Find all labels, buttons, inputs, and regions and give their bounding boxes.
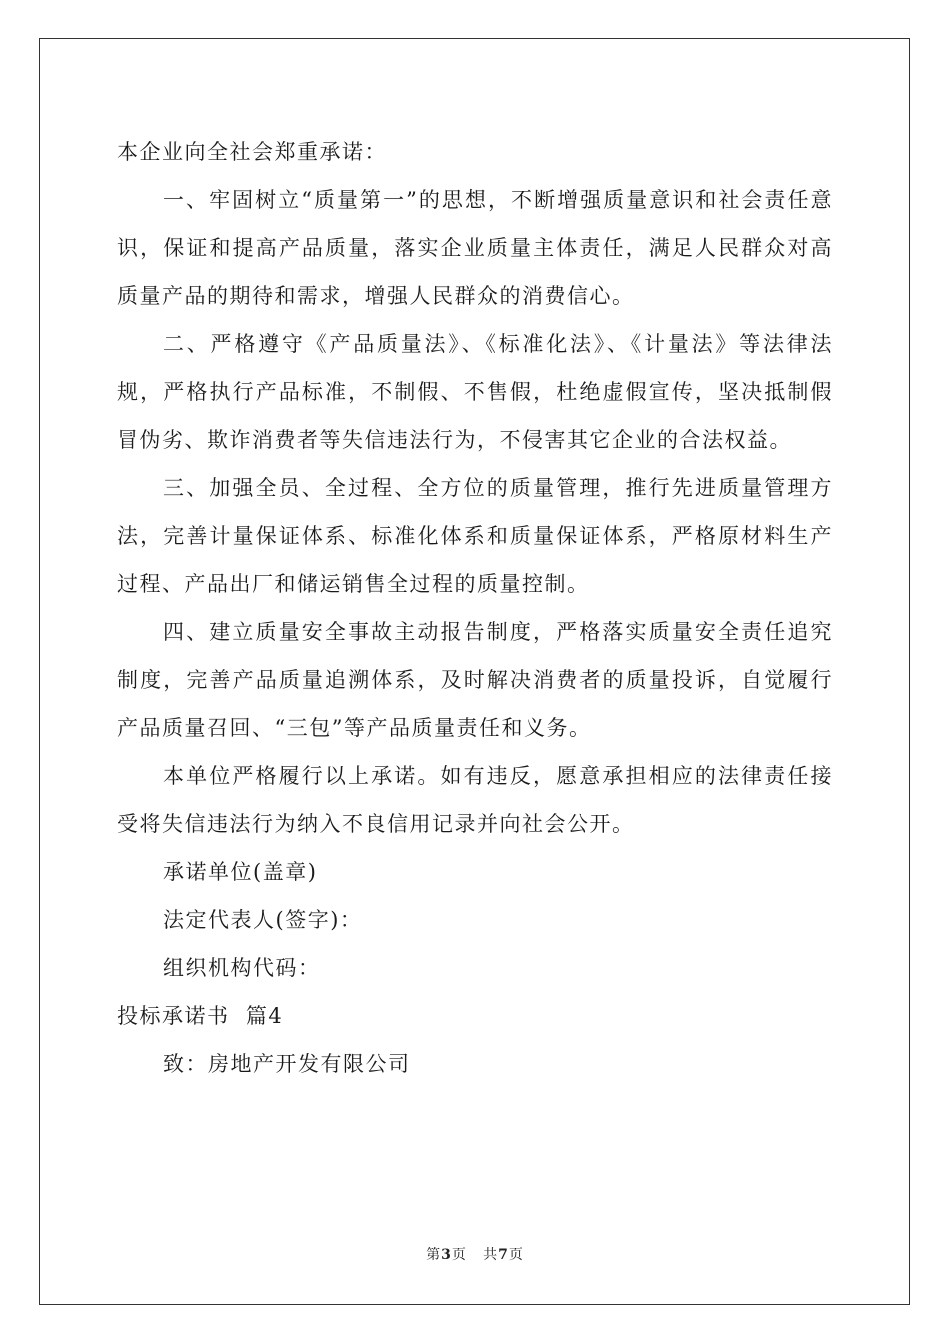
page-total: 7	[498, 1247, 509, 1263]
section-heading: 投标承诺书 篇4	[117, 1004, 284, 1028]
commitment-statement: 本单位严格履行以上承诺。如有违反，愿意承担相应的法律责任接受将失信违法行为纳入不良信用记录并向社会公开。	[117, 764, 833, 836]
clause-1: 一、牢固树立“质量第一”的思想，不断增强质量意识和社会责任意识，保证和提高产品质量，落实企业质量主体责任，满足人民群众对高质量产品的期待和需求，增强人民群众的消费信心。	[117, 188, 833, 308]
page-suffix: 页	[508, 1247, 524, 1263]
intro-line: 本企业向全社会郑重承诺：	[117, 140, 387, 164]
addressee-line: 致：房地产开发有限公司	[163, 1052, 411, 1076]
signature-legal-rep: 法定代表人(签字)：	[163, 908, 363, 932]
clause-4: 四、建立质量安全事故主动报告制度，严格落实质量安全责任追究制度，完善产品质量追溯体系，及时解决消费者的质量投诉，自觉履行产品质量召回、“三包”等产品质量责任和义务。	[117, 620, 833, 740]
clause-2: 二、严格遵守《产品质量法》、《标准化法》、《计量法》等法律法规，严格执行产品标准，不制假、不售假，杜绝虚假宣传，坚决抵制假冒伪劣、欺诈消费者等失信违法行为，不侵害其它企业的合法权益。	[117, 332, 833, 452]
page-current: 3	[441, 1247, 452, 1263]
signature-org-code: 组织机构代码：	[163, 956, 321, 980]
page-number-footer	[0, 1244, 950, 1264]
signature-unit-seal: 承诺单位(盖章)	[163, 860, 318, 884]
clause-3: 三、加强全员、全过程、全方位的质量管理，推行先进质量管理方法，完善计量保证体系、标准化体系和质量保证体系，严格原材料生产过程、产品出厂和储运销售全过程的质量控制。	[117, 476, 833, 596]
document-body	[117, 128, 833, 1088]
page-mid: 页 共	[451, 1247, 499, 1263]
page-prefix: 第	[426, 1247, 442, 1263]
